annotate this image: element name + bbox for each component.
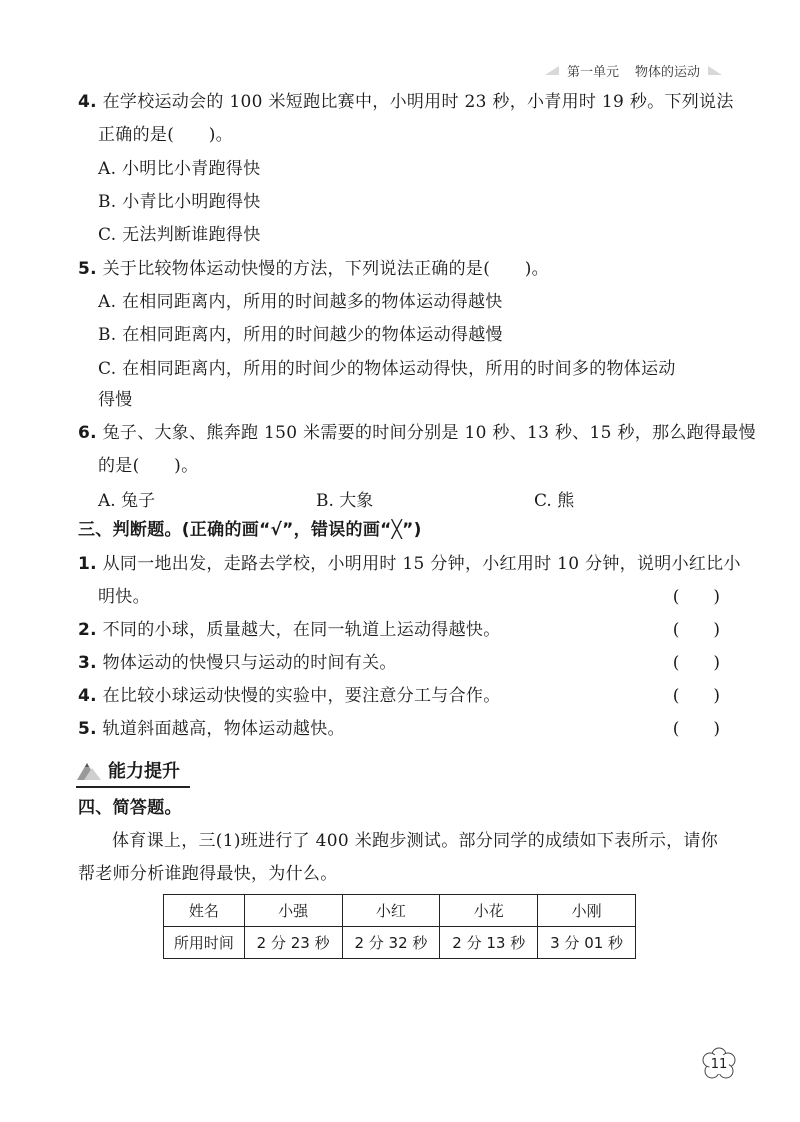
q6-options bbox=[98, 486, 658, 511]
table-cell: 2 分 32 秒 bbox=[342, 927, 440, 959]
judge5-line bbox=[78, 718, 345, 740]
table-cell: 所用时间 bbox=[164, 927, 245, 959]
q4-option-c: C. 无法判断谁跑得快 bbox=[98, 225, 261, 245]
judge1-line1 bbox=[78, 553, 741, 575]
ability-banner-label: 能力提升 bbox=[108, 761, 180, 782]
judge2-line bbox=[78, 619, 501, 641]
header-right-triangle-icon bbox=[708, 66, 722, 75]
table-cell: 2 分 23 秒 bbox=[244, 927, 342, 959]
judge5-answer-paren: ( ) bbox=[672, 719, 720, 739]
q6-text-line2: 的是( )。 bbox=[98, 456, 199, 476]
q5-option-b: B. 在相同距离内，所用的时间越少的物体运动得越慢 bbox=[98, 325, 503, 345]
ability-banner-underline bbox=[76, 786, 190, 788]
mountain-icon bbox=[76, 759, 102, 781]
judge4-line bbox=[78, 685, 501, 707]
page-number bbox=[702, 1047, 736, 1081]
judge2-text: 不同的小球，质量越大，在同一轨道上运动得越快。 bbox=[102, 620, 501, 640]
q5-option-a: A. 在相同距离内，所用的时间越多的物体运动得越快 bbox=[98, 292, 503, 312]
header-title: 物体的运动 bbox=[634, 64, 700, 80]
table-cell: 小红 bbox=[342, 895, 440, 927]
q5-line1 bbox=[78, 258, 549, 280]
q4-option-a: A. 小明比小青跑得快 bbox=[98, 159, 261, 179]
page-number-text: 11 bbox=[710, 1056, 728, 1072]
judge5-number: 5. bbox=[78, 719, 97, 739]
judge1-text-line2: 明快。 bbox=[98, 587, 150, 607]
judge1-answer-paren: ( ) bbox=[672, 587, 720, 607]
q6-option-a: A. 兔子 bbox=[98, 491, 156, 511]
judge4-text: 在比较小球运动快慢的实验中，要注意分工与合作。 bbox=[102, 686, 501, 706]
judge3-number: 3. bbox=[78, 653, 97, 673]
table-header-row bbox=[164, 895, 636, 927]
ability-banner bbox=[76, 755, 180, 785]
judge1-number: 1. bbox=[78, 554, 97, 574]
q6-line1 bbox=[78, 422, 756, 444]
q6-option-c: C. 熊 bbox=[534, 491, 575, 511]
table-cell: 2 分 13 秒 bbox=[440, 927, 538, 959]
table-row bbox=[164, 927, 636, 959]
q5-option-c-line1: C. 在相同距离内，所用的时间少的物体运动得快，所用的时间多的物体运动 bbox=[98, 359, 676, 379]
table-cell: 3 分 01 秒 bbox=[538, 927, 636, 959]
scores-table bbox=[163, 894, 636, 959]
q5-option-c-line2: 得慢 bbox=[98, 390, 133, 410]
judge4-answer-paren: ( ) bbox=[672, 686, 720, 706]
judge3-text: 物体运动的快慢只与运动的时间有关。 bbox=[102, 653, 397, 673]
judge3-answer-paren: ( ) bbox=[672, 653, 720, 673]
table-cell: 小花 bbox=[440, 895, 538, 927]
q6-text-line1: 兔子、大象、熊奔跑 150 米需要的时间分别是 10 秒、13 秒、15 秒，那么跑得最慢 bbox=[102, 423, 756, 443]
judge2-answer-paren: ( ) bbox=[672, 620, 720, 640]
q4-text-line1: 在学校运动会的 100 米短跑比赛中，小明用时 23 秒，小青用时 19 秒。下列说法 bbox=[102, 92, 734, 112]
q4-option-b: B. 小青比小明跑得快 bbox=[98, 192, 261, 212]
judge2-number: 2. bbox=[78, 620, 97, 640]
section4-text-line2: 帮老师分析谁跑得最快，为什么。 bbox=[78, 864, 338, 884]
q4-line1 bbox=[78, 91, 734, 113]
q6-number: 6. bbox=[78, 423, 97, 443]
q5-text-line1: 关于比较物体运动快慢的方法，下列说法正确的是( )。 bbox=[102, 259, 549, 279]
judge3-line bbox=[78, 652, 397, 674]
section4-text-line1: 体育课上，三(1)班进行了 400 米跑步测试。部分同学的成绩如下表所示，请你 bbox=[112, 831, 719, 851]
judge5-text: 轨道斜面越高，物体运动越快。 bbox=[102, 719, 345, 739]
q5-number: 5. bbox=[78, 259, 97, 279]
q4-number: 4. bbox=[78, 92, 97, 112]
judge4-number: 4. bbox=[78, 686, 97, 706]
table-cell: 小强 bbox=[244, 895, 342, 927]
judge1-text-line1: 从同一地出发，走路去学校，小明用时 15 分钟，小红用时 10 分钟，说明小红比小 bbox=[102, 554, 741, 574]
q4-text-line2: 正确的是( )。 bbox=[98, 125, 233, 145]
header-chapter: 第一单元 bbox=[566, 64, 619, 80]
table-cell: 小刚 bbox=[538, 895, 636, 927]
section4-title: 四、简答题。 bbox=[78, 798, 182, 818]
header-left-triangle-icon bbox=[545, 66, 559, 75]
page-header bbox=[545, 58, 722, 82]
q6-option-b: B. 大象 bbox=[316, 491, 374, 511]
section3-title: 三、判断题。(正确的画“√”，错误的画“╳”) bbox=[78, 520, 422, 540]
table-cell: 姓名 bbox=[164, 895, 245, 927]
